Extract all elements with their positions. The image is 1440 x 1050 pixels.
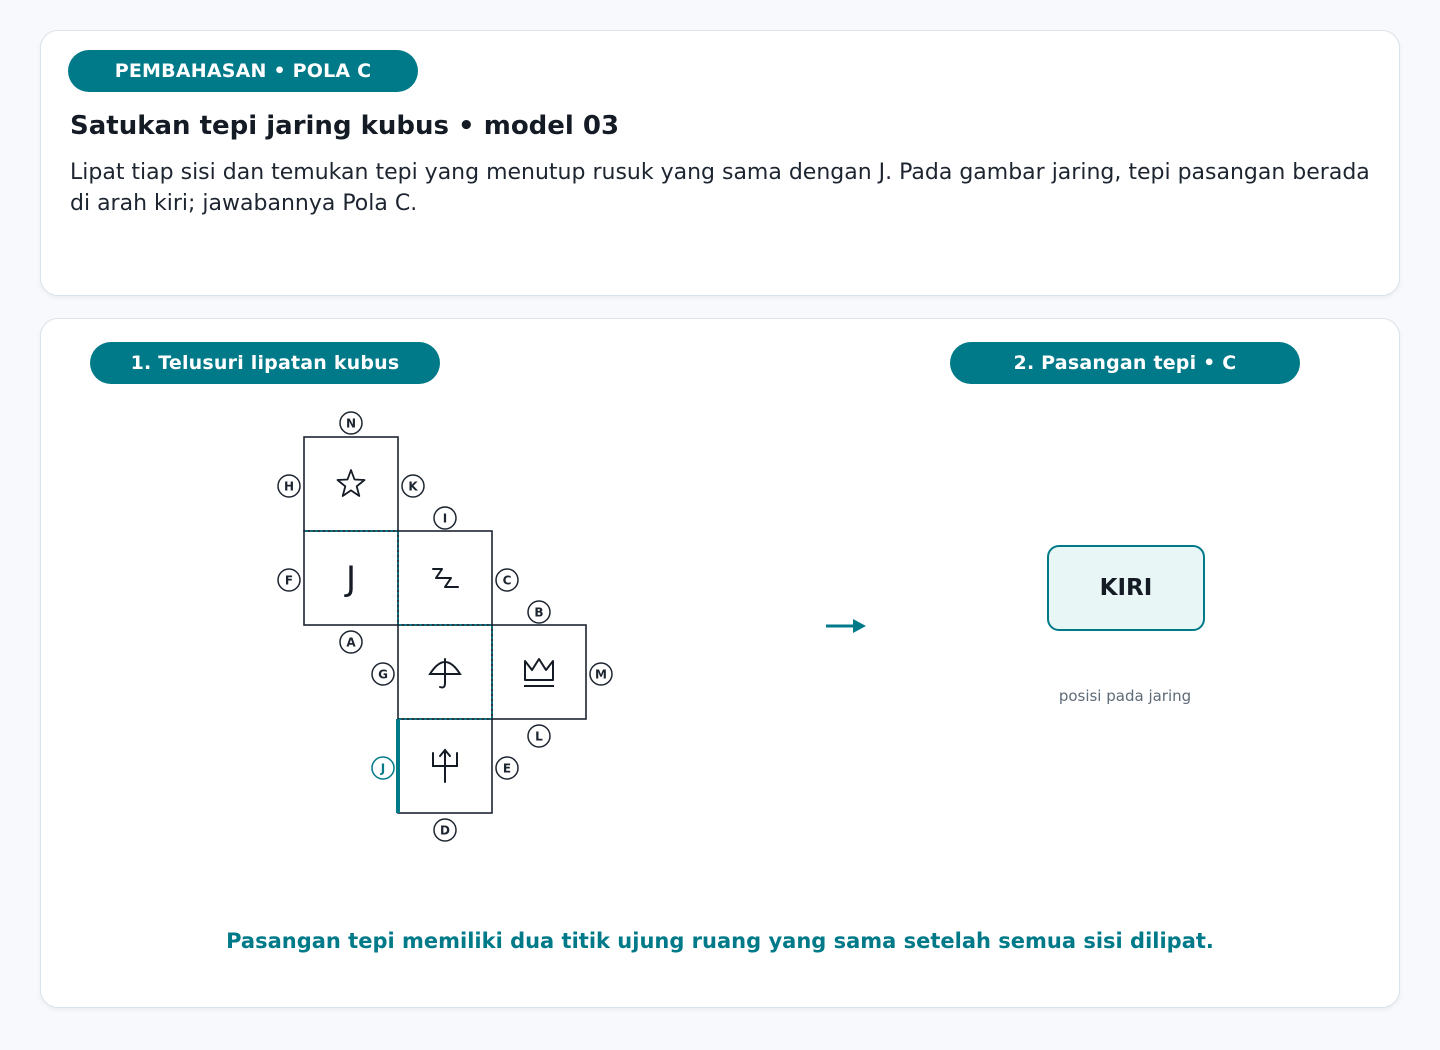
edge-label-b: B [534,605,544,620]
cube-net-diagram [41,319,1399,1007]
answer-box: KIRI [1047,545,1205,631]
edge-label-f: F [284,573,294,588]
crown-icon [524,659,554,686]
net-face-crown [492,625,586,719]
edge-label-e: E [502,761,512,776]
edge-label-g: G [378,667,388,682]
explanation-card [40,30,1400,296]
edge-label-m: M [595,667,607,682]
edge-label-d: D [440,823,450,838]
footer-note: Pasangan tepi memiliki dua titik ujung ruang yang sama setelah semua sisi dilipat. [226,929,1214,953]
edge-label-l: L [535,729,543,744]
pattern-badge: PEMBAHASAN • POLA C [68,50,418,92]
edge-label-a: A [346,635,356,650]
umbrella-icon [430,659,460,688]
zigzag-icon [433,569,458,587]
edge-label-i: I [442,511,448,526]
face-letter-j: J [345,559,357,599]
page-title: Satukan tepi jaring kubus • model 03 [70,111,620,141]
step2-label: 2. Pasangan tepi • C [950,342,1300,384]
solution-card [40,318,1400,1008]
arrow-right-icon [826,619,866,633]
edge-label-h: H [283,479,295,494]
star-icon [338,470,365,496]
step1-label: 1. Telusuri lipatan kubus [90,342,440,384]
answer-caption: posisi pada jaring [1058,687,1192,705]
description-text: Lipat tiap sisi dan temukan tepi yang menutup rusuk yang sama dengan J. Pada gambar jaring, tepi pasangan berada di arah kiri; jawabannya Pola C. [70,160,1370,216]
edge-label-k: K [408,479,418,494]
edge-label-c: C [502,573,512,588]
net-face-star [304,437,398,531]
edge-label-n: N [345,416,357,431]
trident-icon [433,750,457,782]
edge-label-j: J [380,761,386,776]
